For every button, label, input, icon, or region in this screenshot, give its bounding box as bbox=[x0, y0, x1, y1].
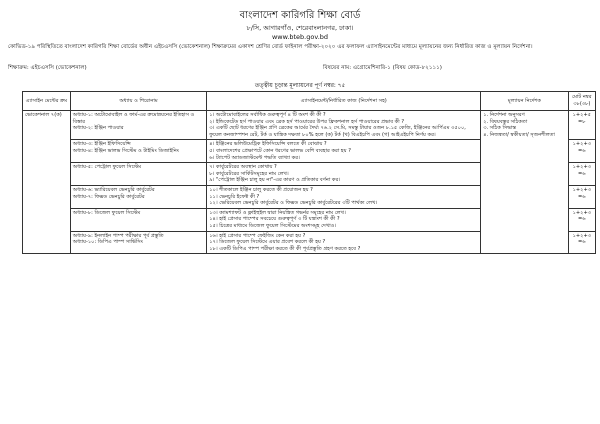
chapter-cell bbox=[70, 163, 206, 186]
marks-cell bbox=[568, 185, 595, 208]
marks-cell bbox=[568, 163, 595, 186]
task-item: ৩। একটি ছোট ধরণের ইঞ্জিন প্রণি ব্রেকের আর্মের দৈর্ঘ্য ৭৬.২ সে.মি, সমস্তু টায়ার ওজন ৮.১৫ কেজি, ইঞ্জিনের আর্পিএম ৩৫০০, ফুয়েল কনজাম্পশন রেট, টর্ক ও যান্ত্রিক দক্ষতা ৮০% হলে (ক) টর্ক (খ) বিএইচপি এবং (গ) আইএইচপি নির্ণয় কর। bbox=[209, 125, 466, 138]
subject-cell: ভোকেশনাল ৭(ক) bbox=[23, 111, 71, 254]
task-item: ১৭। ডিজেল ফুয়েল সিস্টেমে এয়ার প্রবেশ করলে কী হয় ? bbox=[209, 239, 326, 246]
task-item: ৪। ইঞ্জিনের ভলিউমেট্রিক ইফিসিয়েন্সি বলতে কী বোঝায় ? bbox=[209, 141, 327, 148]
task-cell bbox=[207, 111, 481, 140]
total-marks: তত্ত্বীয় চূড়ান্ত মূল্যায়নের পূর্ণ নম্বর: ৭৫ bbox=[254, 83, 346, 89]
marks-total: =৮ bbox=[578, 118, 586, 125]
task-item: ১২। ভেরিয়েবল ভেনচুরি কার্বুরেটর ও ফিক্সড ভেনচুরি কার্বুরেটরের ৩টি পার্থক্য লেখ। bbox=[209, 200, 378, 207]
chapter-item: অধ্যায়-৮: ডিজেল ফুয়েল সিস্টেম bbox=[72, 209, 141, 216]
marks-breakdown: ১+২+৩ bbox=[572, 141, 592, 148]
chapter-item: অধ্যায়-১: অটোমোবাইল ও ফার্ম-এর ক্রমোন্নয়নের ইতিহাস ও বিস্তার bbox=[72, 112, 195, 125]
task-item: ৭। কার্বুরেটরের অবস্থান কোথায় ? bbox=[209, 164, 277, 171]
assignment-table bbox=[22, 91, 596, 254]
task-cell bbox=[207, 208, 481, 231]
marks-total: =৬ bbox=[578, 216, 586, 223]
task-cell bbox=[207, 140, 481, 163]
task-item: ১। অটোমোবাইলের সর্বাধিক গুরুত্বপূর্ণ ৪ টি অংশ কী কী ? bbox=[209, 112, 326, 118]
header-serial: এ্যাসাইন মেন্টের ক্রম bbox=[23, 92, 71, 111]
criteria-item: ২. বিষয়বস্তুর সঠিকতা bbox=[483, 118, 528, 125]
curriculum-label: শিক্ষাক্রম: এইচএসসি (ভোকেশনাল) bbox=[8, 65, 87, 71]
header-criteria: মূল্যায়ন নির্দেশক bbox=[481, 92, 568, 111]
marks-total: =৬ bbox=[578, 170, 586, 177]
chapter-item: অধ্যায়-২: ইঞ্জিন পাওয়ার bbox=[72, 125, 124, 132]
task-item: ১৮। একটি ডিপিএ পাম্প পরীক্ষা করতে কী কী পূর্বপ্রস্তুতি গ্রহণ করতে হবে ? bbox=[209, 245, 361, 252]
marks-breakdown: ১+২+৩ bbox=[572, 232, 592, 239]
board-website: www.bteb.gov.bd bbox=[271, 33, 329, 41]
marks-breakdown: ১+২+৩ bbox=[572, 164, 592, 171]
criteria-item: ১. নির্দেশনা অনুসরণ bbox=[483, 112, 525, 118]
marks-cell bbox=[568, 140, 595, 163]
task-cell bbox=[207, 231, 481, 254]
chapter-item: অধ্যায়-৯: ইনলাইন পাম্প পরীক্ষার পূর্ব প্রস্তুতি bbox=[72, 232, 164, 239]
chapter-item: অধ্যায়-১০: ডিপিএ পাম্প সার্ভিসিং bbox=[72, 239, 143, 246]
header-task: এ্যাসাইনমেন্ট/নির্ধারিত কাজ (নির্দেশনা সহ) bbox=[207, 92, 481, 111]
chapter-cell bbox=[70, 208, 206, 231]
chapter-cell bbox=[70, 111, 206, 140]
chapter-cell bbox=[70, 185, 206, 208]
criteria-item: ৪. নিজস্বতা/ স্বকীয়তা/ সৃজনশীলতা bbox=[483, 131, 555, 138]
chapter-item: অধ্যায়-৬: ভ্যারিয়েবল ভেনচুরি কার্বুরেটর bbox=[72, 186, 155, 193]
marks-cell bbox=[568, 208, 595, 231]
board-address: ৮/সি, আগারগাঁও, শেরেবাংলানগর, ঢাকা। bbox=[246, 24, 354, 32]
criteria-item: ৩. সঠিক সিদ্ধান্ত bbox=[483, 125, 517, 132]
task-item: ১০। শীতকালে ইঞ্জিন চালু করতে কী প্রয়োজন হয় ? bbox=[209, 186, 313, 193]
subject-label: বিষয়ের নাম: এগ্রোমেশিনারি-১ (বিষয় কোড-৮২১১১) bbox=[323, 65, 442, 71]
task-item: ১৩। ক্যামশ্যাফট ও ফ্লাইহুইল দ্বারা নিয়ন্ত্রিত গভর্নর সমূহের নাম লেখ। bbox=[209, 209, 346, 216]
chapter-item: অধ্যায়-৪: ইঞ্জিন ভালভ সিস্টেম ও টাইমিং ডিজাইনিং bbox=[72, 147, 179, 154]
task-item: ৯। "পেট্রোল ইঞ্জিন চালু হয় না"-এর কারণ ও প্রতিকার বর্ণনা কর। bbox=[209, 177, 341, 184]
marks-total: =৬ bbox=[578, 147, 586, 154]
task-item: ১৬। হাই প্রেসার পাম্পে ফেইজিং কেন করা হয় ? bbox=[209, 232, 306, 239]
chapter-item: অধ্যায়-৩: ইঞ্জিন ইফিসিয়েন্সি bbox=[72, 141, 131, 148]
task-cell bbox=[207, 185, 481, 208]
marks-total: =৬ bbox=[578, 239, 586, 246]
task-item: ১৫। চিত্রের মাধ্যমে ডিজেল ফুয়েল সিস্টেমের অংশসমূহ দেখাও। bbox=[209, 222, 337, 229]
board-title: বাংলাদেশ কারিগরি শিক্ষা বোর্ড bbox=[239, 10, 361, 21]
chapter-cell bbox=[70, 231, 206, 254]
marks-total: =৬ bbox=[578, 193, 586, 200]
intro-paragraph: কোভিড-১৯ পরিস্থিতিতে বাংলাদেশ কারিগরি শিক্ষা বোর্ডের অধীন এইচএসসি (ভোকেশনাল) শিক্ষাক্রমের একাদশ শ্রেণির বোর্ড ফাইনাল পরীক্ষা-২০২০ এর ফলাফল এ্যাসাইনমেন্টের মাধ্যমে মূল্যায়নের জন্য নির্ধারিত কাজ ও মূল্যায়ন নির্দেশনা। bbox=[8, 44, 533, 50]
table-header-row bbox=[23, 92, 596, 111]
task-item: ৬। ট্যাপেট অ্যাডজাস্টমেন্ট পদ্ধতি ব্যাখ্যা কর। bbox=[209, 154, 300, 161]
chapter-cell bbox=[70, 140, 206, 163]
chapter-item: অধ্যায়-৫: পেট্রোল ফুয়েল সিস্টেম bbox=[72, 164, 142, 171]
task-cell bbox=[207, 163, 481, 186]
marks-breakdown: ১+২+৩ bbox=[572, 186, 592, 193]
chapter-item: অধ্যায়-৭: ফিক্সড ভেনচুরি কার্বুরেটর bbox=[72, 193, 145, 200]
marks-cell bbox=[568, 231, 595, 254]
task-item: ১১। ভেনচুরি ইফেক্ট কী ? bbox=[209, 193, 260, 200]
task-item: ২। ইন্ডিকেটেড হর্স পাওয়ার এবং ব্রেক হর্স পাওয়ারের উপর ফ্রিকশনাল হর্স পাওয়ারের প্রভাব কী ? bbox=[209, 118, 405, 125]
header-chapter: অধ্যায় ও শিরোনাম bbox=[70, 92, 206, 111]
task-item: ৮। কার্বুরেটরের সার্কিটসমূহের নাম লেখ। bbox=[209, 170, 289, 177]
task-item: ১৪। হাই প্রেসার পাম্পের সবচেয়ে গুরুত্বপূর্ণ ৩ টি যন্ত্রাংশ কী কী ? bbox=[209, 216, 340, 223]
criteria-cell bbox=[481, 111, 568, 254]
marks-breakdown: ১+২+৩ bbox=[572, 209, 592, 216]
task-item: ৫। বাংলাদেশের প্রেক্ষাপটে কোন ধরণের ভালভ বেশি ব্যবহার করা হয় ? bbox=[209, 147, 351, 154]
header-marks: মোট নম্বর ৩৮(৩৮) bbox=[568, 92, 595, 111]
marks-cell bbox=[568, 111, 595, 140]
table-row bbox=[23, 111, 596, 140]
marks-breakdown: ১+২+৫ bbox=[572, 112, 592, 118]
